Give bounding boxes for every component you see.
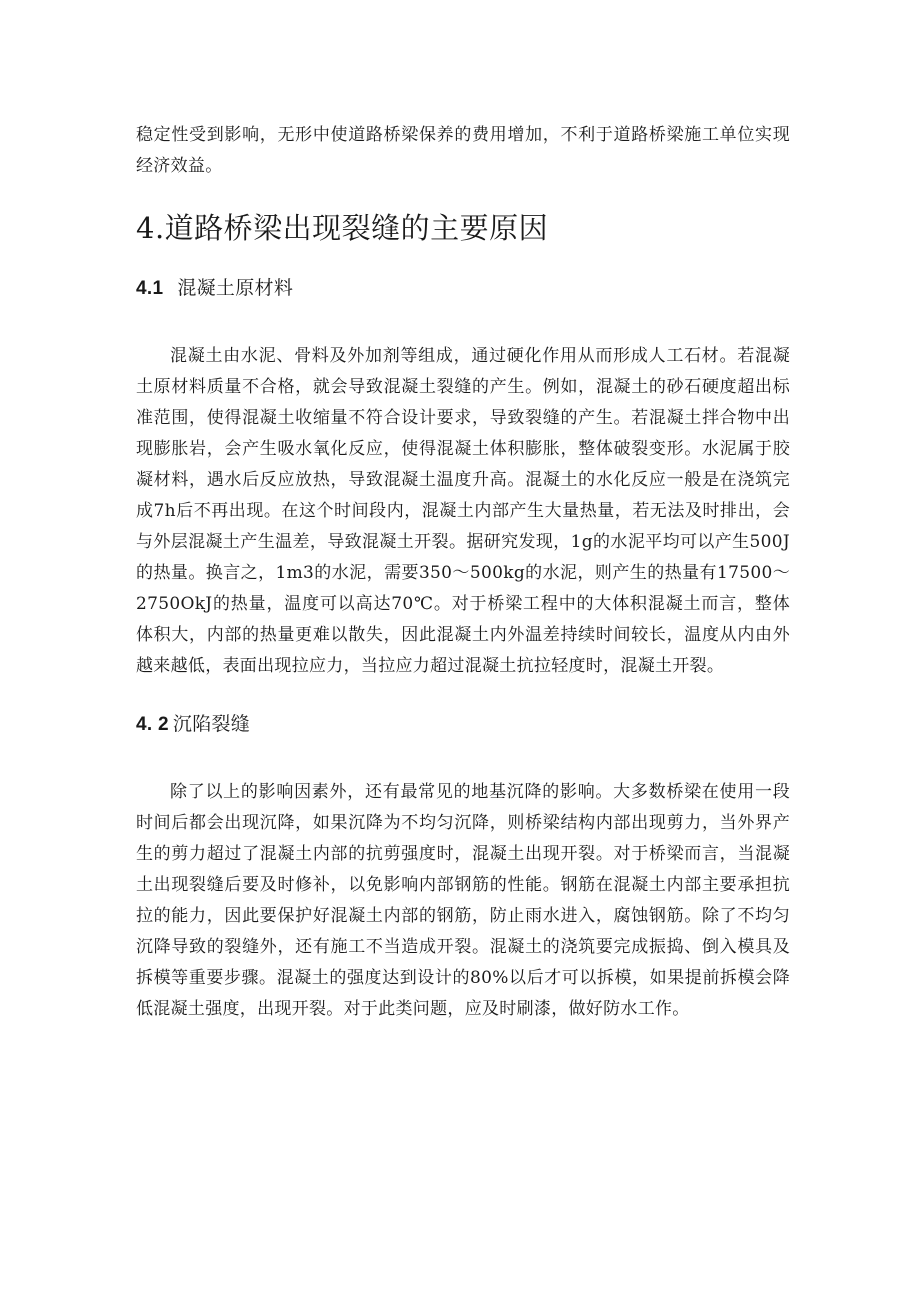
subsection-title: 混凝土原材料	[177, 277, 294, 299]
document-page	[136, 120, 790, 1025]
section-spacer	[136, 682, 790, 710]
section-title: 4.道路桥梁出现裂缝的主要原因	[136, 211, 549, 245]
subsection-heading-4-1	[136, 274, 790, 303]
subsection-heading-4-2	[136, 710, 790, 739]
subsection-title: 沉陷裂缝	[172, 713, 251, 735]
subsection-number: 4.1	[136, 278, 164, 299]
subsection-4-2-body: 除了以上的影响因素外，还有最常见的地基沉降的影响。大多数桥梁在使用一段时间后都会出现沉降，如果沉降为不均匀沉降，则桥梁结构内部出现剪力，当外界产生的剪力超过了混凝土内部的抗剪强度时，混凝土出现开裂。对于桥梁而言，当混凝土出现裂缝后要及时修补，以免影响内部钢筋的性能。钢筋在混凝土内部主要承担抗拉的能力，因此要保护好混凝土内部的钢筋，防止雨水进入，腐蚀钢筋。除了不均匀沉降导致的裂缝外，还有施工不当造成开裂。混凝土的浇筑要完成振捣、倒入模具及拆模等重要步骤。混凝土的强度达到设计的80%以后才可以拆模，如果提前拆模会降低混凝土强度，出现开裂。对于此类问题，应及时刷漆，做好防水工作。	[136, 782, 790, 1019]
subsection-4-1-body: 混凝土由水泥、骨料及外加剂等组成，通过硬化作用从而形成人工石材。若混凝土原材料质量不合格，就会导致混凝土裂缝的产生。例如，混凝土的砂石硬度超出标准范围，使得混凝土收缩量不符合设计要求，导致裂缝的产生。若混凝土拌合物中出现膨胀岩，会产生吸水氧化反应，使得混凝土体积膨胀，整体破裂变形。水泥属于胶凝材料，遇水后反应放热，导致混凝土温度升高。混凝土的水化反应一般是在浇筑完成7h后不再出现。在这个时间段内，混凝土内部产生大量热量，若无法及时排出，会与外层混凝土产生温差，导致混凝土开裂。据研究发现，1g的水泥平均可以产生500J的热量。换言之，1m3的水泥，需要350～500kg的水泥，则产生的热量有17500～2750OkJ的热量，温度可以高达70℃。对于桥梁工程中的大体积混凝土而言，整体体积大，内部的热量更难以散失，因此混凝土内外温差持续时间较长，温度从内由外越来越低，表面出现拉应力，当拉应力超过混凝土抗拉轻度时，混凝土开裂。	[136, 346, 790, 676]
subsection-number: 4. 2	[136, 714, 169, 735]
intro-paragraph: 稳定性受到影响，无形中使道路桥梁保养的费用增加，不利于道路桥梁施工单位实现经济效益。	[136, 125, 790, 176]
